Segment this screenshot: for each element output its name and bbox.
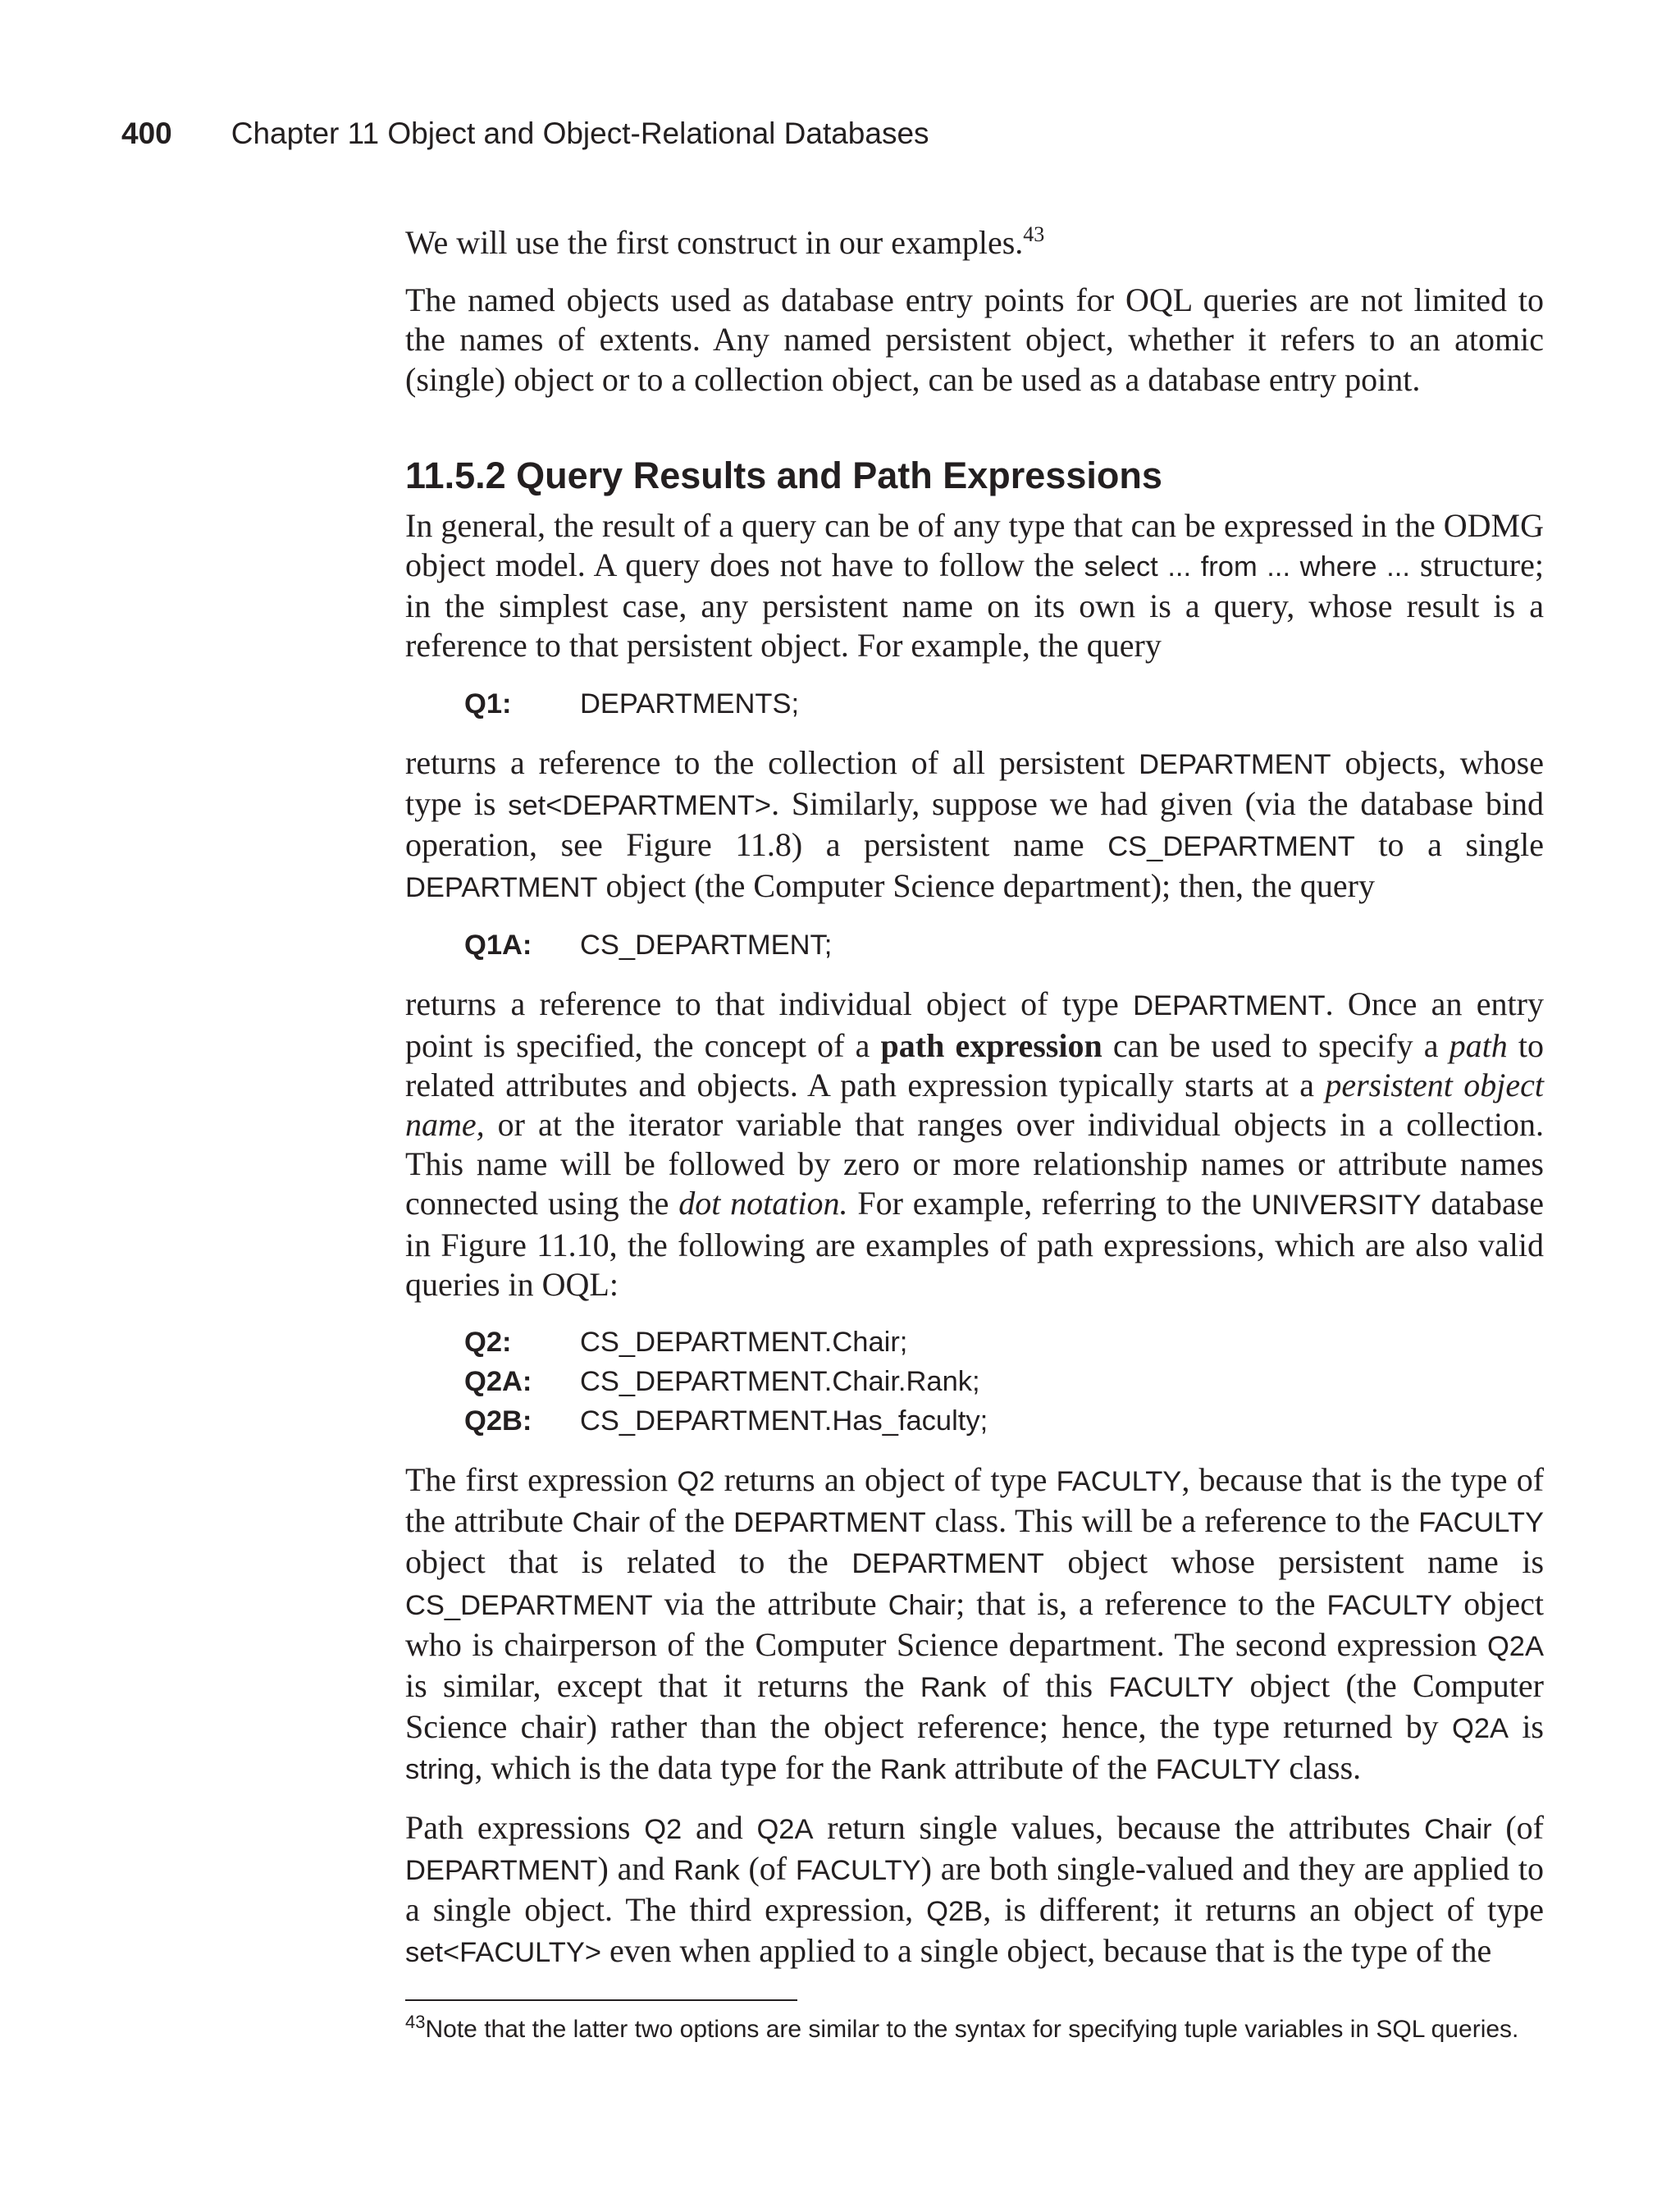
paragraph-intro: We will use the first construct in our examples.$^{43}$: [405, 222, 1045, 261]
query-label: Q1A:: [464, 930, 532, 962]
paragraph-query-results: In general, the result of a query can be of any type that can be expressed in the ODMG object model. A query does not have to follow the select ... from ... where ... structure; in the simplest case, any persistent name on its own is a query, whose result is a reference to that persistent object. For example, the query: [405, 506, 1544, 665]
chapter-title: Chapter 11 Object and Object-Relational Databases: [231, 116, 929, 150]
bold-term: path expression: [880, 1026, 1102, 1064]
footnote: [405, 2012, 1554, 2048]
query-code: CS_DEPARTMENT.Chair.Rank;: [580, 1366, 980, 1398]
query-label: Q2B:: [464, 1405, 532, 1437]
query-code: CS_DEPARTMENT.Chair;: [580, 1327, 908, 1359]
query-line: [405, 1401, 1544, 1441]
paragraph-single-values: Path expressions Q2 and Q2A return single values, because the attributes Chair (of DEPARTMENT) and Rank (of FACULTY) are both single-valued and they are applied to a single object. The third expression, Q2B, is different; it returns an object of type set<FACULTY> even when applied to a single object, because that is the type of the: [405, 1808, 1545, 1970]
query-label: Q2:: [464, 1327, 512, 1359]
running-head: [121, 116, 929, 156]
query-line: [405, 1362, 1544, 1401]
query-q1-block: [405, 684, 1544, 724]
footnote-divider: [405, 1999, 797, 2001]
section-heading: 11.5.2 Query Results and Path Expressions: [405, 454, 1162, 496]
paragraph-entry-points: The named objects used as database entry points for OQL queries are not limited to the names of extents. Any named persistent object, whether it refers to an atomic (single) object or to a collection object, can be used as a database entry point.: [405, 281, 1544, 398]
footnote-text: Note that the latter two options are similar to the syntax for specifying tuple variables in SQL queries.: [425, 2016, 1519, 2043]
page-number: 400: [121, 116, 172, 150]
inline-code: select ... from ... where ...: [1084, 551, 1410, 583]
footnote-number: 43: [405, 2012, 426, 2032]
query-label: Q1:: [464, 688, 512, 720]
body-text: [405, 223, 1544, 1991]
query-code: CS_DEPARTMENT.Has_faculty;: [580, 1405, 988, 1437]
query-label: Q2A:: [464, 1366, 532, 1398]
path-query-list: [405, 1323, 1544, 1441]
query-q1a-block: [405, 925, 1544, 965]
paragraph-q2-explanation: The first expression Q2 returns an object of type FACULTY, because that is the type of the attribute Chair of the DEPARTMENT class. This will be a reference to the FACULTY object that is related to the DEPARTMENT object whose persistent name is CS_DEPARTMENT via the attribute Chair; that is, a reference to the FACULTY object who is chairperson of the Computer Science department. The second expression Q2A is similar, except that it returns the Rank of this FACULTY object (the Computer Science chair) rather than the object reference; hence, the type returned by Q2A is string, which is the data type for the Rank attribute of the FACULTY class.: [405, 1461, 1545, 1787]
query-line: [405, 684, 1544, 724]
footnote-ref: 43: [1023, 222, 1045, 246]
paragraph-departments: returns a reference to the collection of all persistent DEPARTMENT objects, whose type is set<DEPARTMENT>. Similarly, suppose we had given (via the database bind operation, see Figure 11.8) a persistent name CS_DEPARTMENT to a single DEPARTMENT object (the Computer Science department); then, the query: [405, 743, 1544, 905]
query-code: CS_DEPARTMENT;: [580, 930, 833, 962]
paragraph-path-expression: returns a reference to that individual object of type DEPARTMENT. Once an entry point is specified, the concept of a path expression can be used to specify a path to related attributes and objects. A path expression typically starts at a persistent object name, or at the iterator variable that ranges over individual objects in a collection. This name will be followed by zero or more relationship names or attribute names connected using the dot notation. For example, referring to the UNIVERSITY database in Figure 11.10, the following are examples of path expressions, which are also valid queries in OQL:: [405, 985, 1545, 1303]
query-line: [405, 925, 1544, 965]
query-line: [405, 1323, 1544, 1362]
query-code: DEPARTMENTS;: [580, 688, 800, 720]
